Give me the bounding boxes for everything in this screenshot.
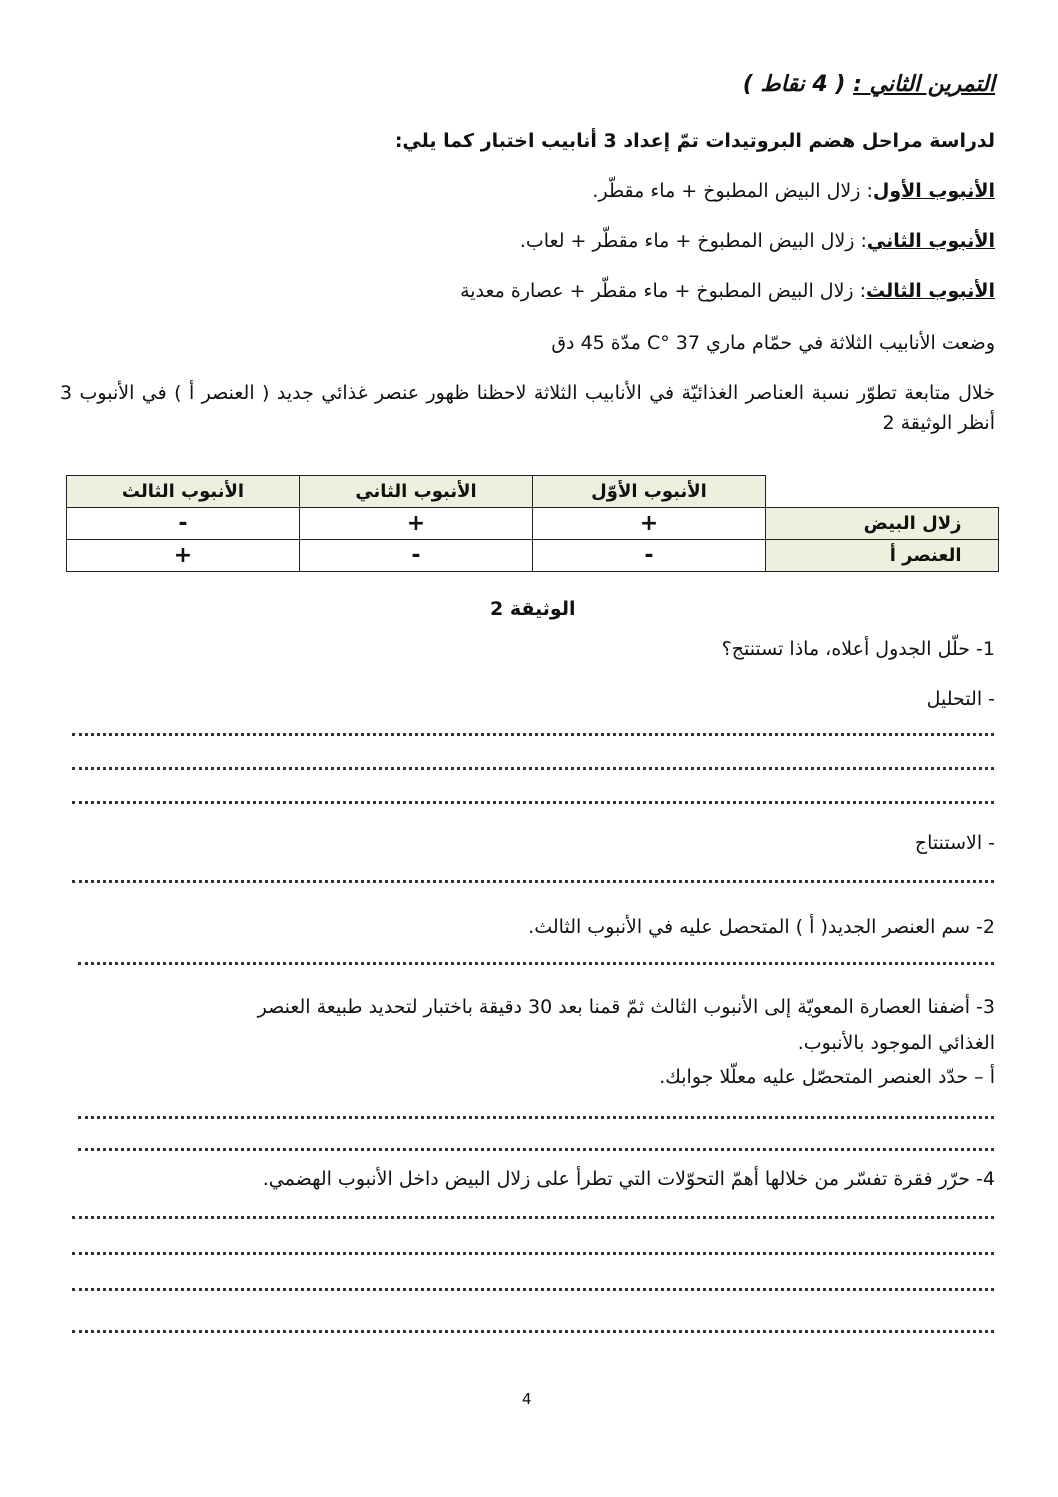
answer-line: [78, 956, 994, 965]
table-header-row: [67, 476, 999, 508]
table-cell: -: [533, 540, 766, 572]
tube-3-label: الأنبوب الثالث: [866, 280, 995, 302]
question-4: 4- حرّر فقرة تفسّر من خلالها أهمّ التحوّلات التي تطرأ على زلال البيض داخل الأنبوب الهضمي.: [262, 1168, 995, 1190]
exercise-title: [743, 72, 995, 97]
exercise-points: ( 4 نقاط ): [742, 72, 846, 97]
document-label: الوثيقة 2: [490, 598, 576, 620]
table-col-header: الأنبوب الثالث: [67, 476, 300, 508]
observation-text: خلال متابعة تطوّر نسبة العناصر الغذائيّة في الأنابيب الثلاثة لاحظنا ظهور عنصر غذائي جديد ( العنصر أ ) في الأنبوب 3 أنظر الوثيقة 2: [60, 382, 995, 434]
table-cell: -: [300, 540, 533, 572]
tube-1-line: [592, 178, 995, 204]
tube-2-label: الأنبوب الثاني: [866, 230, 995, 252]
conclusion-label: - الاستنتاج: [914, 832, 995, 854]
question-3-a: أ – حدّد العنصر المتحصّل عليه معلّلا جوابك.: [659, 1066, 995, 1088]
question-3-line-1: 3- أضفنا العصارة المعويّة إلى الأنبوب الثالث ثمّ قمنا بعد 30 دقيقة باختبار لتحديد طبيعة العنصر: [257, 996, 995, 1018]
question-2: 2- سم العنصر الجديد( أ ) المتحصل عليه في الأنبوب الثالث.: [528, 916, 995, 938]
table-cell: -: [67, 508, 300, 540]
answer-line: [72, 874, 994, 883]
question-1: 1- حلّل الجدول أعلاه، ماذا تستنتج؟: [721, 638, 995, 660]
exercise-title-label: التمرين الثاني :: [853, 72, 995, 97]
analysis-label: - التحليل: [926, 688, 995, 710]
answer-line: [72, 795, 994, 804]
table-cell: +: [533, 508, 766, 540]
tube-1-label: الأنبوب الأول: [872, 180, 995, 202]
table-col-header: الأنبوب الثاني: [300, 476, 533, 508]
question-3-line-2: الغذائي الموجود بالأنبوب.: [797, 1032, 995, 1054]
tube-2-line: [520, 228, 995, 254]
answer-line: [72, 1324, 994, 1333]
answer-line: [72, 761, 994, 770]
table-cell: +: [300, 508, 533, 540]
table-row: [67, 540, 999, 572]
intro-text: لدراسة مراحل هضم البروتيدات تمّ إعداد 3 أنابيب اختبار كما يلي:: [394, 130, 995, 152]
answer-line: [78, 1142, 994, 1151]
table-row-label: زلال البيض: [766, 508, 999, 540]
tube-2-content: : زلال البيض المطبوخ + ماء مقطّر + لعاب.: [519, 230, 867, 252]
tube-3-line: [460, 278, 995, 304]
table-row-label: العنصر أ: [766, 540, 999, 572]
tube-3-content: : زلال البيض المطبوخ + ماء مقطّر + عصارة معدية: [460, 280, 867, 302]
page-number: 4: [522, 1390, 532, 1408]
table-col-header: الأنبوب الأوّل: [533, 476, 766, 508]
tube-1-content: : زلال البيض المطبوخ + ماء مقطّر.: [592, 180, 873, 202]
answer-line: [72, 1210, 994, 1219]
answer-line: [72, 1246, 994, 1255]
table-corner: [766, 476, 999, 508]
table-cell: +: [67, 540, 300, 572]
results-table: [66, 475, 999, 572]
bath-text: وضعت الأنابيب الثلاثة في حمّام ماري C° 37 مدّة 45 دق: [551, 332, 995, 354]
answer-line: [72, 727, 994, 736]
answer-line: [72, 1282, 994, 1291]
answer-line: [78, 1110, 994, 1119]
table-row: [67, 508, 999, 540]
